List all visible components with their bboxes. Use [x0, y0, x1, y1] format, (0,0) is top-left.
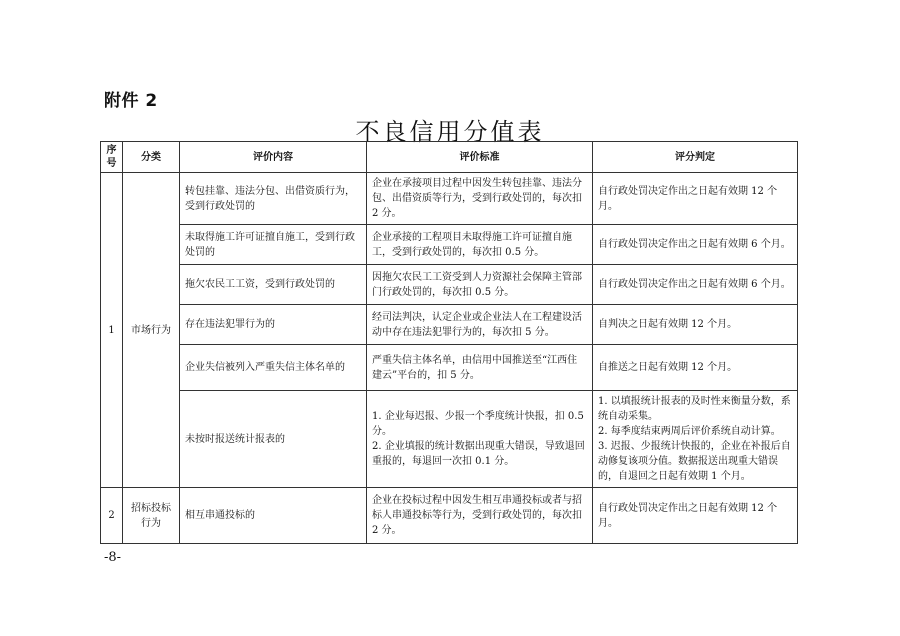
judgment-cell: 自行政处罚决定作出之日起有效期 12 个月。 — [593, 173, 798, 225]
standard-cell: 经司法判决，认定企业或企业法人在工程建设活动中存在违法犯罪行为的，每次扣 5 分。 — [367, 305, 593, 345]
table-row — [101, 391, 798, 488]
row-index-cell: 2 — [101, 488, 123, 544]
row-category-cell: 市场行为 — [123, 173, 180, 488]
page-number: -8- — [104, 550, 122, 565]
column-header-category: 分类 — [123, 142, 180, 173]
content-cell: 转包挂靠、违法分包、出借资质行为，受到行政处罚的 — [180, 173, 367, 225]
content-cell: 存在违法犯罪行为的 — [180, 305, 367, 345]
attachment-label: 附件 2 — [104, 91, 158, 111]
column-header-content: 评价内容 — [180, 142, 367, 173]
table-row — [101, 345, 798, 391]
standard-cell: 因拖欠农民工工资受到人力资源社会保障主管部门行政处罚的，每次扣 0.5 分。 — [367, 265, 593, 305]
row-category-cell: 招标投标行为 — [123, 488, 180, 544]
column-header-standard: 评价标准 — [367, 142, 593, 173]
row-index-cell: 1 — [101, 173, 123, 488]
table-row — [101, 173, 798, 225]
standard-cell: 严重失信主体名单，由信用中国推送至“江西住建云”平台的，扣 5 分。 — [367, 345, 593, 391]
credit-score-table — [100, 141, 798, 544]
content-cell: 企业失信被列入严重失信主体名单的 — [180, 345, 367, 391]
content-cell: 相互串通投标的 — [180, 488, 367, 544]
content-cell: 拖欠农民工工资，受到行政处罚的 — [180, 265, 367, 305]
judgment-cell: 自行政处罚决定作出之日起有效期 12 个月。 — [593, 488, 798, 544]
column-header-judgment: 评分判定 — [593, 142, 798, 173]
page-title: 不良信用分值表 — [355, 118, 545, 146]
standard-cell: 企业承接的工程项目未取得施工许可证擅自施工，受到行政处罚的，每次扣 0.5 分。 — [367, 225, 593, 265]
standard-cell: 企业在承接项目过程中因发生转包挂靠、违法分包、出借资质等行为，受到行政处罚的，每次扣 2 分。 — [367, 173, 593, 225]
standard-cell: 企业在投标过程中因发生相互串通投标或者与招标人串通投标等行为，受到行政处罚的，每次扣 2 分。 — [367, 488, 593, 544]
judgment-cell: 自行政处罚决定作出之日起有效期 6 个月。 — [593, 225, 798, 265]
judgment-cell: 自判决之日起有效期 12 个月。 — [593, 305, 798, 345]
table-header-row — [101, 142, 798, 173]
judgment-cell: 1. 以填报统计报表的及时性来衡量分数，系统自动采集。 2. 每季度结束两周后评价系统自动计算。 3. 迟报、少报统计快报的，企业在补报后自动修复该项分值。数据报送出现重大错误的，自退回之日起有效期 1 个月。 — [593, 391, 798, 488]
content-cell: 未按时报送统计报表的 — [180, 391, 367, 488]
judgment-cell: 自推送之日起有效期 12 个月。 — [593, 345, 798, 391]
content-cell: 未取得施工许可证擅自施工，受到行政处罚的 — [180, 225, 367, 265]
table-row — [101, 305, 798, 345]
table-row — [101, 488, 798, 544]
judgment-cell: 自行政处罚决定作出之日起有效期 6 个月。 — [593, 265, 798, 305]
column-header-index: 序 号 — [101, 142, 123, 173]
table-row — [101, 225, 798, 265]
standard-cell: 1. 企业每迟报、少报一个季度统计快报，扣 0.5 分。 2. 企业填报的统计数据出现重大错误，导致退回重报的，每退回一次扣 0.1 分。 — [367, 391, 593, 488]
table-row — [101, 265, 798, 305]
